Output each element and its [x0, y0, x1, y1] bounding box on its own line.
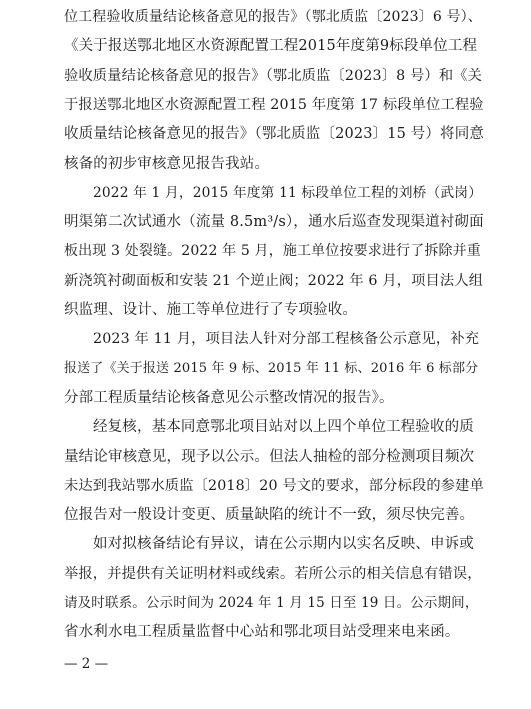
text-line: 《关于报送鄂北地区水资源配置工程2015年度第9标段单位工程: [64, 38, 478, 55]
text-line: 于报送鄂北地区水资源配置工程 2015 年度第 17 标段单位工程验: [64, 96, 484, 113]
text-line: 新浇筑衬砌面板和安装 21 个逆止阀；2022 年 6 月，项目法人组: [64, 272, 484, 289]
text-line: 省水利水电工程质量监督中心站和鄂北项目站受理来电来函。: [64, 624, 460, 641]
text-line: 板出现 3 处裂缝。2022 年 5 月，施工单位按要求进行了拆除并重: [64, 243, 481, 260]
text-line: 未达到我站鄂水质监〔2018〕20 号文的要求，部分标段的参建单: [64, 477, 484, 494]
paragraph-first-line: 经复核，基本同意鄂北项目站对以上四个单位工程验收的质: [93, 419, 474, 436]
text-line: 分部工程质量结论核备意见公示整改情况的报告》。: [64, 389, 394, 406]
text-line: 收质量结论核备意见的报告》（鄂北质监〔2023〕15 号）将同意: [64, 126, 485, 143]
paragraph-first-line: 2022 年 1 月，2015 年度第 11 标段单位工程的刘桥（武岗）: [93, 184, 483, 201]
text-line: 明渠第二次试通水（流量 8.5m³/s），通水后巡查发现渠道衬砌面: [64, 214, 484, 231]
text-line: 织监理、设计、施工等单位进行了专项验收。: [64, 302, 357, 318]
page-number: — 2 —: [64, 655, 109, 672]
text-line: 验收质量结论核备意见的报告》（鄂北质监〔2023〕8 号）和《关: [64, 67, 483, 84]
text-line: 报送了《关于报送 2015 年 9 标、2015 年 11 标、2016 年 6 标部分: [64, 360, 479, 376]
paragraph-first-line: 如对拟核备结论有异议，请在公示期内以实名反映、申诉或: [93, 536, 474, 553]
text-line: 位报告对一般设计变更、质量缺陷的统计不一致，须尽快完善。: [64, 507, 475, 524]
text-line: 位工程验收质量结论核备意见的报告》（鄂北质监〔2023〕6 号）、: [64, 9, 482, 25]
text-line: 请及时联系。公示时间为 2024 年 1 月 15 日至 19 日。公示期间，: [64, 595, 479, 611]
paragraph-first-line: 2023 年 11 月，项目法人针对分部工程核备公示意见，补充: [93, 331, 480, 348]
text-line: 举报，并提供有关证明材料或线索。若所公示的相关信息有错误，: [64, 565, 482, 582]
text-line: 核备的初步审核意见报告我站。: [64, 155, 270, 172]
text-line: 量结论审核意见，现予以公示。但法人抽检的部分检测项目频次: [64, 448, 475, 465]
